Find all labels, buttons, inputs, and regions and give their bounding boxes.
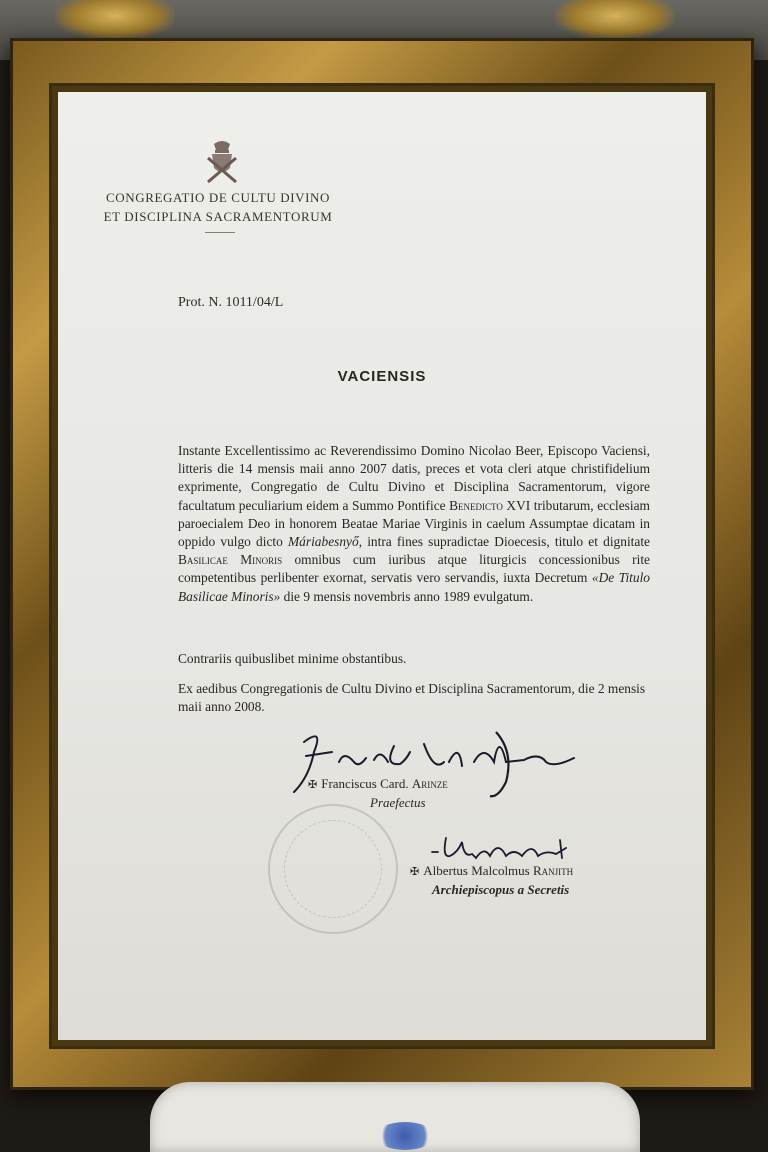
arinze-surname: Arinze bbox=[411, 776, 448, 791]
seal-inner-ring bbox=[284, 820, 382, 918]
body-part-4: omnibus cum iuribus atque liturgicis concessionibus rite competentibus perlibenter exornat, servatis vero servandis, iuxta Decretum bbox=[178, 552, 650, 586]
arinze-name-prefix: Franciscus Card. bbox=[321, 776, 409, 791]
arinze-printed-name bbox=[308, 776, 448, 792]
body-part-1: Instante Excellentissimo ac Reverendissimo Domino Nicolao Beer, Episcopo Vaciensi, litteris die 14 mensis maii anno 2007 datis, preces et vota cleri atque christifidelium exprimente, Congregatio de Cultu Divino et Disciplina Sacramentorum, vigore facultatum peculiarium eidem a Summo Pontifice bbox=[178, 443, 650, 513]
gold-ornament-right bbox=[555, 0, 675, 40]
decree-reference: «De Titulo Basilicae Minoris» bbox=[178, 570, 650, 604]
maltese-cross-icon: ✠ bbox=[308, 778, 318, 791]
header-divider bbox=[205, 232, 235, 233]
dating-clause: Ex aedibus Congregationis de Cultu Divino et Disciplina Sacramentorum, die 2 mensis maii anno 2008. bbox=[178, 681, 646, 715]
ranjith-handwritten-signature bbox=[428, 828, 578, 868]
contrariis-clause: Contrariis quibuslibet minime obstantibus. bbox=[178, 651, 407, 666]
gold-ornament-left bbox=[55, 0, 175, 40]
document-title: VACIENSIS bbox=[337, 368, 427, 385]
gold-picture-frame bbox=[10, 38, 754, 1090]
body-part-5: die 9 mensis novembris anno 1989 evulgatum. bbox=[283, 588, 534, 604]
protocol-number: Prot. N. 1011/04/L bbox=[178, 295, 284, 310]
frame-inner-edge bbox=[49, 83, 715, 1049]
lace-doily bbox=[150, 1082, 640, 1152]
embroidered-flower-icon bbox=[375, 1122, 435, 1150]
embossed-seal bbox=[268, 804, 398, 934]
pope-name: Benedicto XVI bbox=[449, 497, 531, 513]
ranjith-title: Archiepiscopus a Secretis bbox=[432, 882, 570, 897]
papal-coat-of-arms-icon bbox=[200, 138, 244, 186]
congregation-header-line2: ET DISCIPLINA SACRAMENTORUM bbox=[103, 209, 333, 224]
decree-document bbox=[58, 92, 706, 1040]
basilica-title: Basilicae Minoris bbox=[178, 552, 283, 568]
ranjith-printed-name bbox=[410, 863, 573, 879]
body-part-2: tributarum, ecclesiam paroecialem Deo in honorem Beatae Mariae Virginis in caelum Assumptae dicatam in oppido vulgo dicto bbox=[178, 497, 650, 550]
maltese-cross-icon: ✠ bbox=[410, 865, 420, 878]
town-name: Máriabesnyő bbox=[288, 534, 359, 550]
decree-body bbox=[178, 442, 650, 606]
body-part-3: , intra fines supradictae Dioecesis, titulo et dignitate bbox=[358, 534, 650, 550]
arinze-title: Praefectus bbox=[370, 795, 426, 810]
ranjith-surname: Ranjith bbox=[532, 863, 574, 878]
congregation-header-line1: CONGREGATIO DE CULTU DIVINO bbox=[105, 190, 331, 205]
ranjith-name-prefix: Albertus Malcolmus bbox=[423, 863, 530, 878]
